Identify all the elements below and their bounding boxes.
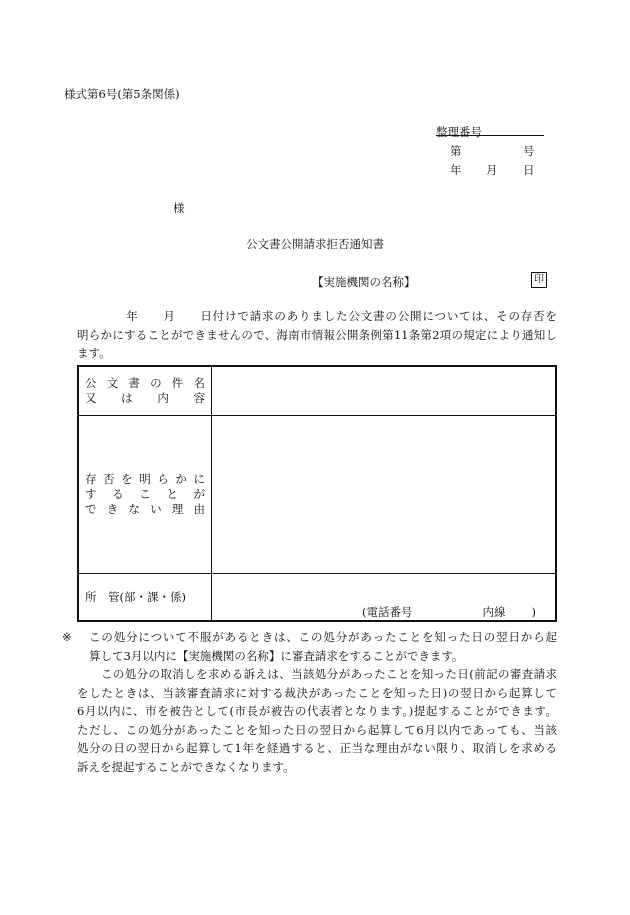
form-code: 様式第6号(第5条関係) — [64, 87, 180, 101]
reference-number-label: 整理番号 — [436, 125, 482, 139]
notes-block — [62, 628, 557, 776]
table-row-department — [78, 574, 556, 622]
document-title: 公文書公開請求拒否通知書 — [246, 237, 384, 251]
reference-number-underline — [436, 135, 544, 136]
body-paragraph — [77, 307, 557, 363]
note-line: この処分について不服があるときは、この処分があったことを知った日の翌日から起 — [89, 630, 557, 644]
note-line: 6月以内に、市を被告として(市長が被告の代表者となります。)提起することができます。 — [77, 704, 557, 718]
department-label: 所 管(部・課・係) — [85, 590, 186, 604]
date-year-label: 年 — [450, 163, 462, 177]
phone-prefix: (電話番号 — [362, 605, 413, 619]
note-line: この処分の取消しを求める訴えは、当該処分があったことを知った日(前記の審査請求 — [101, 667, 557, 681]
phone-line — [362, 604, 536, 620]
table-row-subject — [78, 366, 556, 416]
number-suffix: 号 — [523, 144, 535, 158]
body-line: 年 月 日付けで請求のありました公文書の公開については、その存否を — [77, 309, 557, 323]
note-mark: ※ — [62, 630, 72, 644]
subject-label-line: 公文書の件名 — [85, 376, 205, 390]
date-month-label: 月 — [486, 163, 498, 177]
phone-suffix: ) — [531, 605, 536, 619]
subject-label-line: 又は内容 — [85, 391, 205, 405]
note-line: をしたときは、当該審査請求に対する裁決があったことを知った日)の翌日から起算して — [77, 685, 557, 700]
notice-table — [77, 365, 557, 622]
addressee-honorific: 様 — [173, 201, 185, 215]
reason-label-cell — [78, 416, 212, 574]
phone-extension-label: 内線 — [482, 605, 506, 619]
reason-value-cell[interactable] — [212, 416, 557, 574]
date-day-label: 日 — [523, 163, 535, 177]
seal-stamp: 印 — [531, 272, 547, 288]
department-label-cell — [78, 574, 212, 622]
note-line: 訴えを提起することができなくなります。 — [77, 759, 295, 774]
table-row-reason — [78, 416, 556, 574]
number-prefix: 第 — [450, 144, 462, 158]
agency-name: 【実施機関の名称】 — [312, 275, 416, 289]
reason-label-line: できない理由 — [85, 502, 205, 516]
body-line: ます。 — [77, 346, 111, 360]
subject-label-cell — [78, 366, 212, 416]
department-value-cell[interactable] — [212, 574, 557, 622]
note-line: 処分の日の翌日から起算して1年を経過すると、正当な理由がない限り、取消しを求める — [77, 741, 557, 755]
reason-label-line: することが — [85, 487, 205, 501]
subject-value-cell[interactable] — [212, 366, 557, 416]
note-line: 算して3月以内に【実施機関の名称】に審査請求をすることができます。 — [89, 648, 464, 663]
reason-label-line: 存否を明らかに — [85, 472, 205, 486]
note-line: ただし、この処分があったことを知った日の翌日から起算して6月以内であっても、当該 — [77, 722, 557, 737]
body-line: 明らかにすることができませんので、海南市情報公開条例第11条第2項の規定により通知し — [77, 327, 557, 342]
